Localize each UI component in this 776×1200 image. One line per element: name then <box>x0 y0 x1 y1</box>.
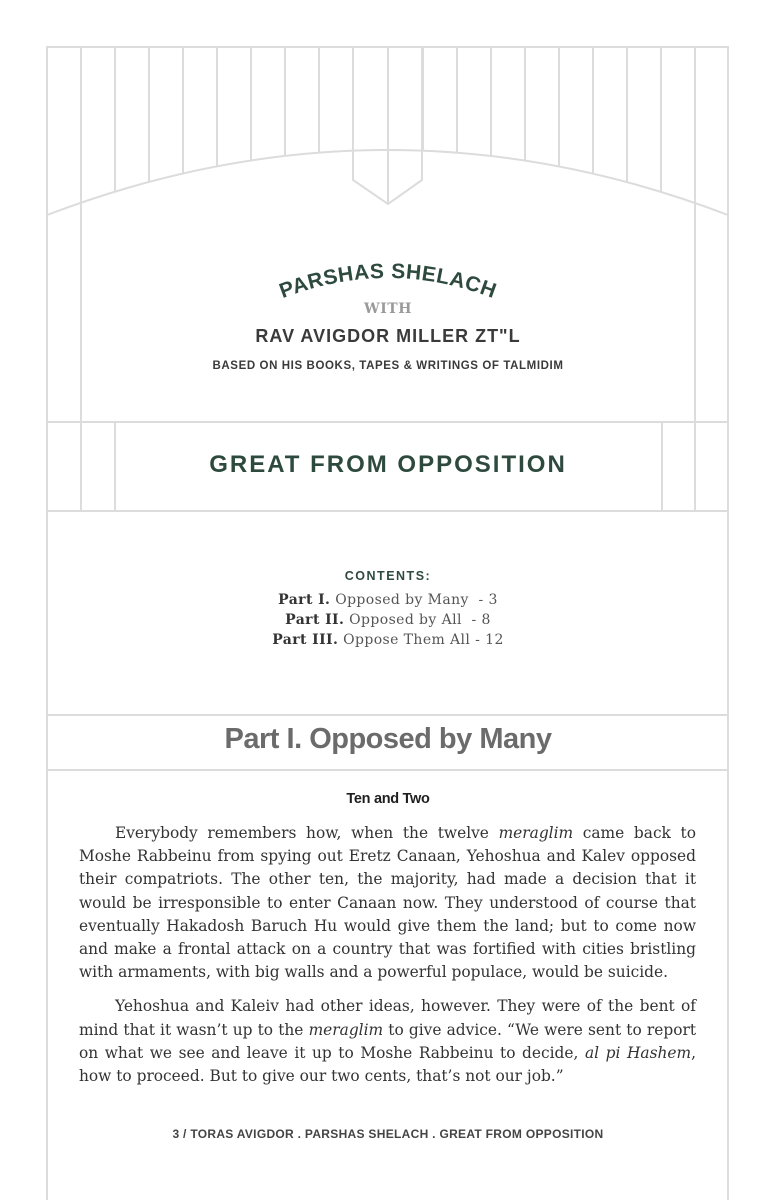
essay-title: GREAT FROM OPPOSITION <box>209 451 567 478</box>
text-run: to give advice. “We were sent to report on what we see and leave it up to Moshe Rabbeinu to decide, <box>79 1020 697 1062</box>
toc-part: Part III. <box>272 632 339 648</box>
text-run: Everybody remembers how, when the twelve <box>115 824 499 842</box>
part-heading: Part I. Opposed by Many <box>224 723 552 755</box>
italic-term: meraglim <box>498 824 574 842</box>
series-title: PARSHAS SHELACH <box>276 259 500 304</box>
svg-text:PARSHAS SHELACH <box>276 260 499 303</box>
toc-page: - 3 <box>478 592 498 608</box>
source-note: BASED ON HIS BOOKS, TAPES & WRITINGS OF TALMIDIM <box>212 360 564 372</box>
contents-label: CONTENTS: <box>344 569 432 583</box>
author-name: RAV AVIGDOR MILLER ZT"L <box>255 326 521 346</box>
text-run: , how to proceed. But to give our two cents, that’s not our job.” <box>79 1043 696 1086</box>
section-subheading: Ten and Two <box>346 791 430 807</box>
toc-item[interactable] <box>0 612 776 628</box>
paragraph <box>79 822 696 984</box>
toc-part: Part II. <box>285 612 345 628</box>
toc-item[interactable] <box>0 592 776 608</box>
running-footer: 3 / TORAS AVIGDOR . PARSHAS SHELACH . GREAT FROM OPPOSITION <box>172 1127 604 1141</box>
text-run: Yehoshua and Kaleiv had other ideas, however. They were of the bent of mind that it wasn’t up to the <box>79 997 696 1039</box>
toc-part: Part I. <box>278 592 331 608</box>
toc-page: - 12 <box>475 632 504 648</box>
italic-term: meraglim <box>308 1020 384 1039</box>
body-text <box>79 822 696 1088</box>
toc-title: Oppose Them All <box>343 632 471 648</box>
toc-title: Opposed by Many <box>335 592 469 608</box>
toc-page: - 8 <box>471 612 491 628</box>
paragraph <box>79 995 696 1088</box>
toc-title: Opposed by All <box>349 612 462 628</box>
toc-item[interactable] <box>0 632 776 648</box>
text-run: came back to Moshe Rabbeinu from spying out Eretz Canaan, Yehoshua and Kalev opposed their compatriots. The other ten, the majority, had made a decision that it would be irresponsible to enter Canaan now. They understood of course that eventually Hakadosh Baruch Hu would give them the land; but to come now and make a frontal attack on a country that was fortified with cities bristling with armaments, with big walls and a powerful populace, would be suicide. <box>79 824 696 982</box>
italic-term: al pi Hashem <box>584 1043 692 1062</box>
with-label: WITH <box>364 301 412 317</box>
